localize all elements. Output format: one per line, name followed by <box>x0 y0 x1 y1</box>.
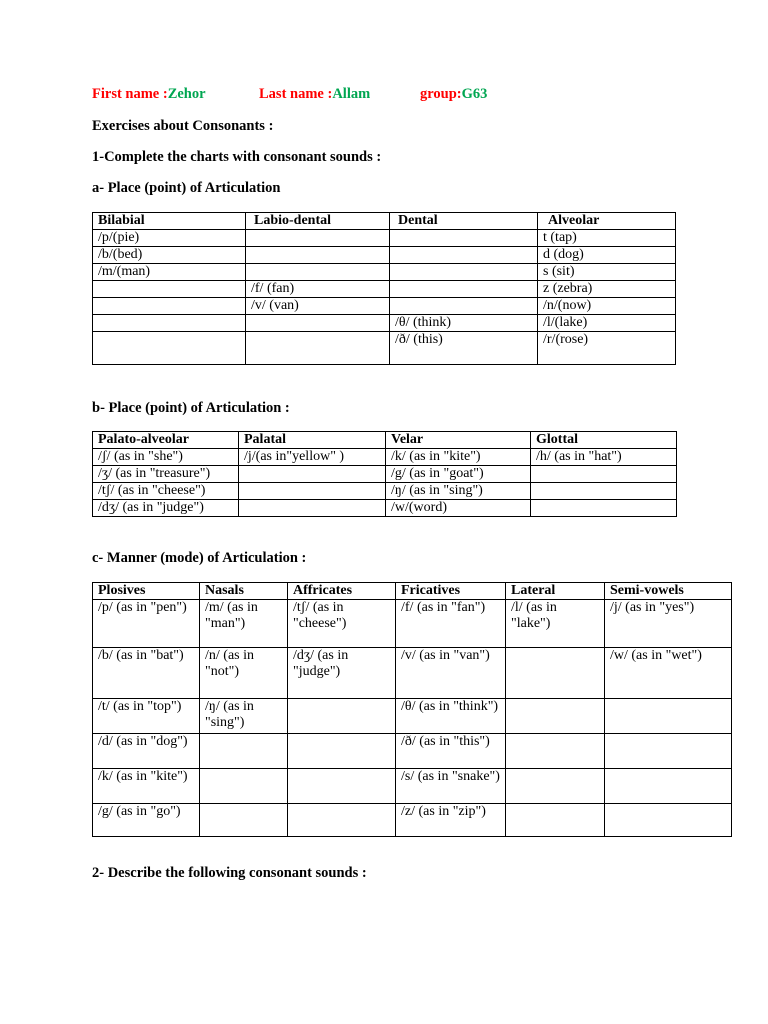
table-cell <box>288 699 396 734</box>
table-cell: /p/ (as in "pen") <box>93 600 200 648</box>
first-name-value: Zehor <box>167 86 206 102</box>
table-cell: /d/ (as in "dog") <box>93 734 200 769</box>
table-row <box>93 298 676 315</box>
table-cell <box>239 500 386 517</box>
table-cell <box>531 466 677 483</box>
table-cell <box>93 298 246 315</box>
last-name-field <box>259 86 420 103</box>
column-header: Bilabial <box>93 213 246 230</box>
column-header: Dental <box>390 213 538 230</box>
table-cell: /s/ (as in "snake") <box>396 769 506 804</box>
table-cell: /j/(as in"yellow" ) <box>239 449 386 466</box>
table-cell: s (sit) <box>538 264 676 281</box>
table-cell <box>93 315 246 332</box>
last-name-label: Last name : <box>259 86 333 102</box>
table-row <box>93 449 677 466</box>
table-cell: /b/ (as in "bat") <box>93 648 200 699</box>
table-cell <box>246 315 390 332</box>
column-header: Glottal <box>531 432 677 449</box>
table-cell <box>200 769 288 804</box>
table-row <box>93 466 677 483</box>
table-cell: /j/ (as in "yes") <box>605 600 732 648</box>
table-row <box>93 734 732 769</box>
table-row <box>93 315 676 332</box>
manner-articulation-table <box>92 582 732 837</box>
table-cell <box>288 804 396 837</box>
table-cell: /v/ (van) <box>246 298 390 315</box>
table-cell <box>246 230 390 247</box>
table-cell: /θ/ (as in "think") <box>396 699 506 734</box>
table-cell <box>93 281 246 298</box>
table-cell: /g/ (as in "goat") <box>386 466 531 483</box>
table-cell <box>531 483 677 500</box>
table-cell <box>605 769 732 804</box>
column-header: Affricates <box>288 583 396 600</box>
column-header: Nasals <box>200 583 288 600</box>
table-cell: /ŋ/ (as in "sing") <box>386 483 531 500</box>
column-header: Palato-alveolar <box>93 432 239 449</box>
group-label: group: <box>420 86 462 102</box>
table-row <box>93 230 676 247</box>
table-row <box>93 281 676 298</box>
table-cell: /tʃ/ (as in "cheese") <box>288 600 396 648</box>
first-name-field <box>92 86 259 103</box>
table-cell: /m/(man) <box>93 264 246 281</box>
table-cell: /dʒ/ (as in "judge") <box>93 500 239 517</box>
table-cell <box>390 281 538 298</box>
table-cell: /g/ (as in "go") <box>93 804 200 837</box>
place-articulation-table-a <box>92 212 676 365</box>
table-cell: /k/ (as in "kite") <box>386 449 531 466</box>
table-cell <box>390 247 538 264</box>
table-cell: /n/(now) <box>538 298 676 315</box>
table-cell <box>246 247 390 264</box>
question-2: 2- Describe the following consonant sounds : <box>92 865 367 881</box>
table-row <box>93 769 732 804</box>
table-cell: /ð/ (as in "this") <box>396 734 506 769</box>
section-c-title: c- Manner (mode) of Articulation : <box>92 550 307 566</box>
table-row <box>93 332 676 365</box>
table-cell: /f/ (fan) <box>246 281 390 298</box>
table-cell <box>390 264 538 281</box>
column-header: Plosives <box>93 583 200 600</box>
table-cell <box>239 483 386 500</box>
table-row <box>93 483 677 500</box>
table-cell <box>288 734 396 769</box>
column-header: Palatal <box>239 432 386 449</box>
exercise-title: Exercises about Consonants : <box>92 118 274 134</box>
table-row <box>93 600 732 648</box>
student-info <box>92 86 487 103</box>
section-a-title: a- Place (point) of Articulation <box>92 180 281 196</box>
section-b-title: b- Place (point) of Articulation : <box>92 400 290 416</box>
table-cell <box>506 648 605 699</box>
table-cell: /v/ (as in "van") <box>396 648 506 699</box>
table-cell: /ŋ/ (as in "sing") <box>200 699 288 734</box>
table-row <box>93 699 732 734</box>
first-name-label: First name : <box>92 86 168 102</box>
column-header: Velar <box>386 432 531 449</box>
column-header: Labio-dental <box>246 213 390 230</box>
table-row <box>93 247 676 264</box>
table-cell: /t/ (as in "top") <box>93 699 200 734</box>
table-cell: d (dog) <box>538 247 676 264</box>
table-cell: /ð/ (this) <box>390 332 538 365</box>
table-cell <box>239 466 386 483</box>
table-cell: /l/ (as in "lake") <box>506 600 605 648</box>
table-cell <box>605 804 732 837</box>
table-cell <box>531 500 677 517</box>
place-articulation-table-b <box>92 431 677 517</box>
table-cell <box>200 804 288 837</box>
column-header: Fricatives <box>396 583 506 600</box>
column-header: Alveolar <box>538 213 676 230</box>
table-cell: z (zebra) <box>538 281 676 298</box>
column-header: Lateral <box>506 583 605 600</box>
table-cell: /m/ (as in "man") <box>200 600 288 648</box>
table-cell: /k/ (as in "kite") <box>93 769 200 804</box>
table-cell: /z/ (as in "zip") <box>396 804 506 837</box>
table-cell: /w/(word) <box>386 500 531 517</box>
table-cell: /ʃ/ (as in "she") <box>93 449 239 466</box>
table-row <box>93 804 732 837</box>
table-cell <box>605 734 732 769</box>
table-cell <box>246 332 390 365</box>
group-field <box>420 86 487 103</box>
table-cell: /θ/ (think) <box>390 315 538 332</box>
table-cell: /dʒ/ (as in "judge") <box>288 648 396 699</box>
table-cell: /n/ (as in "not") <box>200 648 288 699</box>
table-cell: /f/ (as in "fan") <box>396 600 506 648</box>
table-cell <box>200 734 288 769</box>
table-row <box>93 500 677 517</box>
table-cell: /tʃ/ (as in "cheese") <box>93 483 239 500</box>
table-cell <box>506 769 605 804</box>
table-cell <box>246 264 390 281</box>
column-header: Semi-vowels <box>605 583 732 600</box>
table-cell: t (tap) <box>538 230 676 247</box>
table-cell <box>506 734 605 769</box>
table-cell: /h/ (as in "hat") <box>531 449 677 466</box>
table-cell: /l/(lake) <box>538 315 676 332</box>
table-cell: /w/ (as in "wet") <box>605 648 732 699</box>
table-cell <box>288 769 396 804</box>
table-cell: /p/(pie) <box>93 230 246 247</box>
table-cell <box>390 230 538 247</box>
table-cell: /r/(rose) <box>538 332 676 365</box>
table-cell: /ʒ/ (as in "treasure") <box>93 466 239 483</box>
group-value: G63 <box>461 86 488 102</box>
table-cell <box>93 332 246 365</box>
table-row <box>93 648 732 699</box>
last-name-value: Allam <box>332 86 371 102</box>
question-1: 1-Complete the charts with consonant sounds : <box>92 149 382 165</box>
table-cell: /b/(bed) <box>93 247 246 264</box>
table-row <box>93 264 676 281</box>
table-cell <box>390 298 538 315</box>
table-cell <box>506 699 605 734</box>
table-cell <box>605 699 732 734</box>
table-cell <box>506 804 605 837</box>
